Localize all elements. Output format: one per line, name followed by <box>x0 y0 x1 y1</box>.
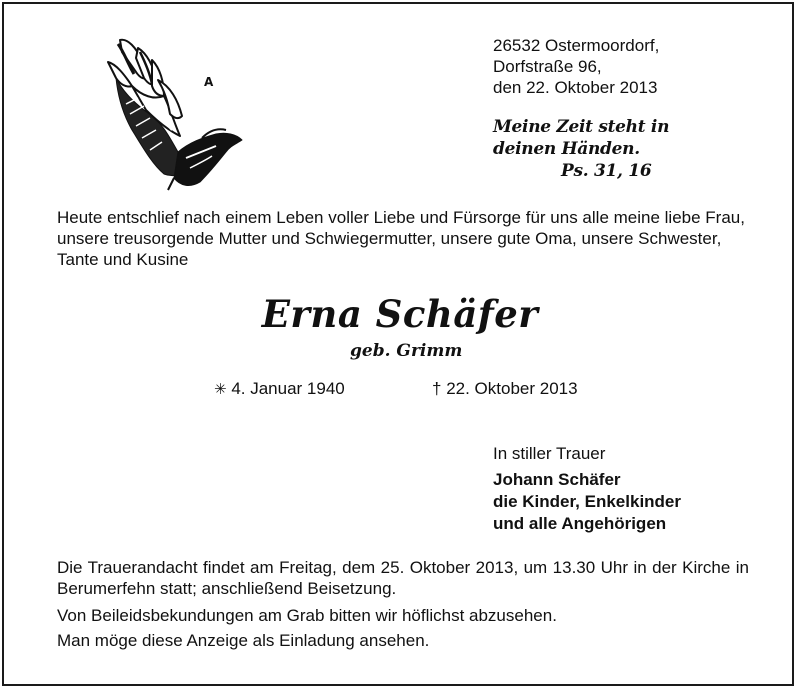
birth-symbol-icon: ✳ <box>214 380 227 398</box>
quote-line: deinen Händen. <box>493 139 640 159</box>
invitation-note: Man möge diese Anzeige als Einladung ansehen. <box>57 631 430 650</box>
death-date-group <box>432 378 578 400</box>
notes <box>57 605 557 655</box>
bible-quote <box>493 116 669 182</box>
quote-line: Meine Zeit steht in <box>493 117 670 137</box>
address-line: Dorfstraße 96, <box>493 57 602 76</box>
condolence-note: Von Beileidsbekundungen am Grab bitten wir höflichst abzusehen. <box>57 606 557 625</box>
address-date: den 22. Oktober 2013 <box>493 78 658 97</box>
intro-text: Heute entschlief nach einem Leben voller Liebe und Fürsorge für uns alle meine liebe Frau, unsere treusorgende Mutter und Schwiegermutter, unsere gute Oma, unsere Schwester, Tante und Kusine <box>57 208 745 269</box>
birth-date: 4. Januar 1940 <box>231 379 345 398</box>
svg-text:A: A <box>204 75 214 89</box>
mourner-relatives: und alle Angehörigen <box>493 514 667 533</box>
mourner-family: die Kinder, Enkelkinder <box>493 492 682 511</box>
mourner-name: Johann Schäfer <box>493 470 621 489</box>
mourners-intro: In stiller Trauer <box>493 444 606 463</box>
deceased-name: Erna Schäfer <box>261 292 539 336</box>
mourners <box>493 443 681 535</box>
death-symbol-icon: † <box>432 379 442 398</box>
quote-reference: Ps. 31, 16 <box>561 161 652 181</box>
life-dates <box>214 378 578 400</box>
service-info: Die Trauerandacht findet am Freitag, dem 25. Oktober 2013, um 13.30 Uhr in der Kirche in Berumerfehn statt; anschließend Beisetzung. <box>57 558 749 598</box>
death-date: 22. Oktober 2013 <box>446 379 578 398</box>
address-line: 26532 Ostermoordorf, <box>493 36 660 55</box>
maiden-name: geb. Grimm <box>350 341 463 361</box>
praying-hands-icon <box>98 34 248 192</box>
sender-address <box>493 35 659 98</box>
